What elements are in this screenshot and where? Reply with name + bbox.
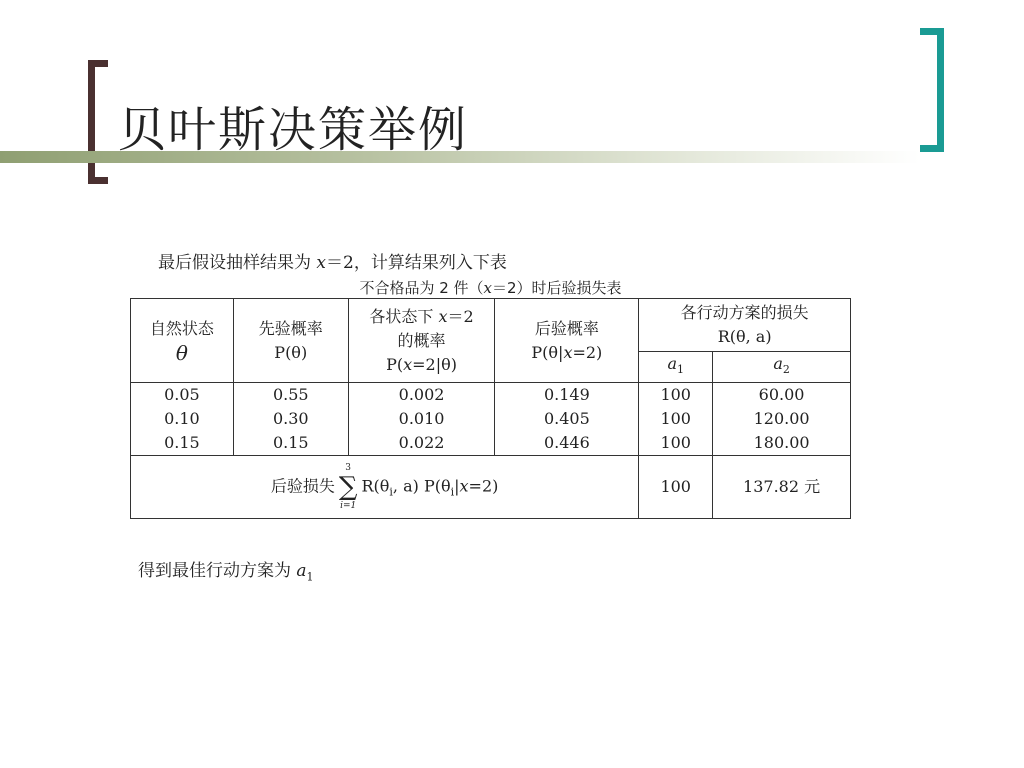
intro-suffix: ＝2，计算结果列入下表 [326,253,507,273]
slide-title: 贝叶斯决策举例 [118,102,469,158]
left-bracket-decoration [88,60,108,184]
header-natural-state: 自然状态 θ [131,299,234,383]
cell-loss-a2: 60.00 120.00 180.00 [713,383,851,456]
cell-prior: 0.55 0.30 0.15 [233,383,348,456]
cell-likelihood: 0.002 0.010 0.022 [348,383,495,456]
caption-prefix: 不合格品为 2 件（ [359,279,484,297]
caption-var: x [483,279,492,297]
summation-sign: 3 ∑ i=1 [338,463,358,512]
cell-theta: 0.05 0.10 0.15 [131,383,234,456]
posterior-loss-table [130,298,851,519]
table-data-row [131,383,851,456]
intro-prefix: 最后假设抽样结果为 [158,253,317,273]
table-footer-row [131,456,851,519]
intro-text [158,251,507,275]
header-prior: 先验概率 P(θ) [233,299,348,383]
cell-loss-a1: 100 100 100 [639,383,713,456]
header-likelihood: 各状态下 x＝2 的概率 P(x=2|θ) [348,299,495,383]
header-a2: $a_2$ [713,352,851,383]
cell-posterior: 0.149 0.405 0.446 [495,383,639,456]
conclusion-text: 得到最佳行动方案为 $a_1$ [138,561,314,584]
intro-var: x [316,253,326,273]
header-action-loss: 各行动方案的损失 R(θ, a) [639,299,851,352]
caption-suffix: ＝2）时后验损失表 [492,279,622,297]
header-a1: $a_1$ [639,352,713,383]
table-caption [130,278,851,298]
table-header-row [131,299,851,352]
footer-value-a1: 100 [639,456,713,519]
right-bracket-decoration [920,28,944,152]
footer-formula: 后验损失3 ∑ $i=1R(\theta_i$, a) $P(\theta_i|x=2)$ [131,456,639,519]
header-posterior: 后验概率 P(θ|x=2) [495,299,639,383]
footer-value-a2: 137.82 元 [713,456,851,519]
